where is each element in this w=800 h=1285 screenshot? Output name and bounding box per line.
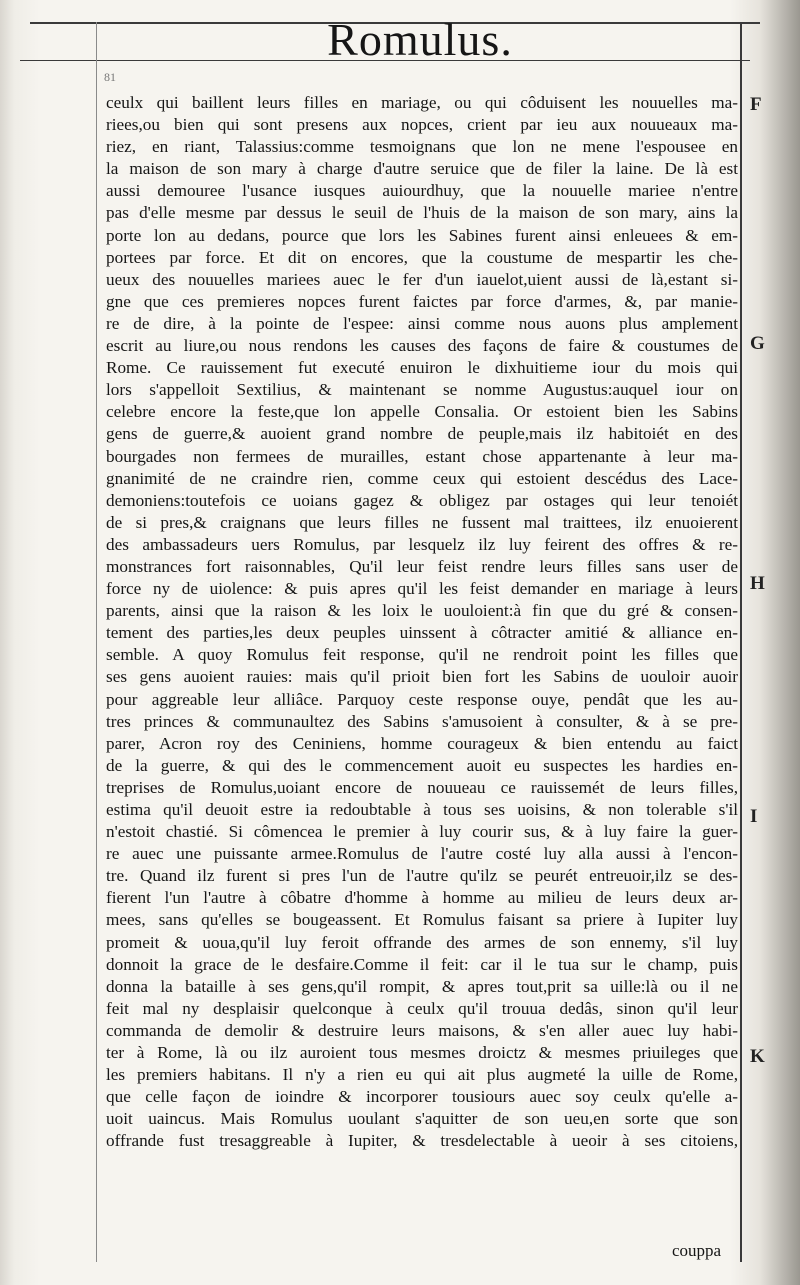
text-line: lors s'appelloit Sextilius, & maintenant se nomme Augustus:auquel iour on [106,380,738,400]
text-line: estima qu'il deuoit estre ia redoubtable à tous ses uoisins, & non tolerable s'il [106,800,738,819]
text-line: pour aggreable leur alliâce. Parquoy ceste response ouye, pendât que les au- [106,689,738,709]
margin-letter-h: H [750,573,765,594]
margin-letter-i: I [750,806,758,827]
text-line: tre. Quand ilz furent si pres l'un de l'autre qu'ilz se peurét entreuoir,ilz se des- [106,866,738,886]
text-line: ter à Rome, là ou ilz auroient tous mesmes droictz & mesmes priuileges que [106,1043,738,1063]
text-line: la maison de son mary à charge d'autre seruice que de filer la laine. De là est [106,159,738,179]
text-line: donna la bataille à ses gens,qu'il rompit, & apres tout,prit sa uille:là ou il ne [106,976,738,996]
text-line: force ny de uiolence: & puis apres qu'il les feist demander en mariage à leurs [106,579,738,599]
text-line: fierent l'un l'autre à côbatre d'homme à homme au milieu de leurs deux ar- [106,888,738,908]
text-line: les premiers habitans. Il n'y a rien eu qui ait plus augmeté la uille de Rome, [106,1065,738,1085]
margin-letter-g: G [750,333,765,354]
text-line: que celle façon de ioindre & incorporer tousiours auec soy ceulx qu'elle a- [106,1087,738,1107]
margin-letter-k: K [750,1046,765,1067]
text-line: gne que ces premieres nopces furent faictes par force d'armes, &, par manie- [106,291,738,311]
text-line: des ambassadeurs uers Romulus, par lesquelz ilz luy feirent des offres & re- [106,534,738,554]
text-line: parer, Acron roy des Ceniniens, homme courageux & bien entendu au faict [106,733,738,753]
right-margin-rule [740,22,742,1262]
text-line: parents, ainsi que la raison & les loix le uouloient:à fin que du gré & consen- [106,601,738,621]
folio-mark: 81 [104,70,116,84]
text-line: riez, en riant, Talassius:comme tesmoignans que lon ne mene l'espousee en [106,137,738,157]
margin-letter-f: F [750,94,762,115]
text-line: uoit uaincus. Mais Romulus uoulant s'aquitter de son ueu,en sorte que son [106,1109,738,1129]
text-line: re de dire, à la pointe de l'espee: ainsi comme nous auons plus amplement [106,313,738,333]
text-line: ceulx qui baillent leurs filles en mariage, ou qui côduisent les nouuelles ma- [106,93,738,112]
text-line: de si pres,& craignans que leurs filles ne fussent mal traittees, ilz enuoierent [106,512,738,532]
text-line: re auec une puissante armee.Romulus de l'autre costé luy alla aussi à l'encon- [106,844,738,864]
text-line: donnoit la grace de le desfaire.Comme il feit: car il le tua sur le champ, puis [106,954,738,974]
text-line: de la guerre, & qui des le commencement auoit eu suspectes les hardies en- [106,755,738,775]
text-line: porte lon au dedans, pource que lors les Sabines furent ainsi enleuees & em- [106,225,738,245]
text-line: aussi demouree l'usance iusques auiourdhuy, que la nouuelle mariee n'entre [106,181,738,201]
catchword: couppa [672,1241,722,1260]
text-line: semble. A quoy Romulus feit response, qu'il ne rendroit point les filles que [106,645,738,665]
text-line: bourgades non fermees de murailles, estant chose appartenante à leur ma- [106,446,738,466]
body-text [106,92,738,1153]
text-line: offrande fust tresaggreable à Iupiter, & tresdelectable à ueoir à ses citoiens, [106,1131,738,1151]
text-line: tement des parties,les deux peuples uinssent à côtracter amitié & alliance en- [106,623,738,643]
text-line: ueux des nouuelles mariees auec le fer d'un iauelot,uient aussi de là,estant si- [106,269,738,289]
text-line: demoniens:toutefois ce uoians gagez & obligez par ostages qui leur tenoiét [106,490,738,510]
left-margin-rule [96,22,97,1262]
text-line: ses gens auoient rauies: mais qu'il prioit bien fort les Sabins de uouloir auoir [106,667,738,687]
text-line: gens de guerre,& auoient grand nombre de peuple,mais ilz habitoiét en des [106,424,738,444]
text-line: riees,ou bien qui sont presens aux nopces, crient par ieu aux nouueaux ma- [106,115,738,135]
text-line: n'estoit chastié. Si cômencea le premier à luy courir sus, & à luy faire la guer- [106,822,738,842]
text-line: gnanimité de ne craindre rien, comme ceux qui estoient descédus des Lace- [106,468,738,488]
text-line: Rome. Ce rauissement fut executé enuiron le dixhuitieme iour du mois qui [106,358,738,378]
text-line: portees par force. Et dit on encores, que la coustume de mespartir les che- [106,247,738,267]
text-line: celebre encore la feste,que lon appelle Consalia. Or estoient bien les Sabins [106,402,738,422]
text-line: escrit au liure,ou nous rendons les causes des façons de faire & coustumes de [106,336,738,356]
text-line: mees, sans qu'elles se bougeassent. Et Romulus faisant sa priere à Iupiter luy [106,910,738,930]
text-line: tres princes & communaultez des Sabins s'amusoient à consulter, & à se pre- [106,711,738,731]
running-head: Romulus. [327,14,513,65]
text-line: feit mal ny desplaisir quelconque à ceulx qu'il trouua dedâs, sinon qu'il leur [106,998,738,1018]
text-line: treprises de Romulus,uoiant encore de nouueau ce rauissemét de leurs filles, [106,777,738,797]
text-line: commanda de demolir & destruire leurs maisons, & s'en aller auec luy habi- [106,1020,738,1040]
text-line: pas d'elle mesme par dessus le seuil de l'huis de la maison de son mary, ains la [106,203,738,223]
text-line: promeit & uoua,qu'il luy feroit offrande des armes de son ennemy, s'il luy [106,932,738,952]
text-line: monstrances fort raisonnables, Qu'il leur feist rendre leurs filles sans user de [106,556,738,576]
